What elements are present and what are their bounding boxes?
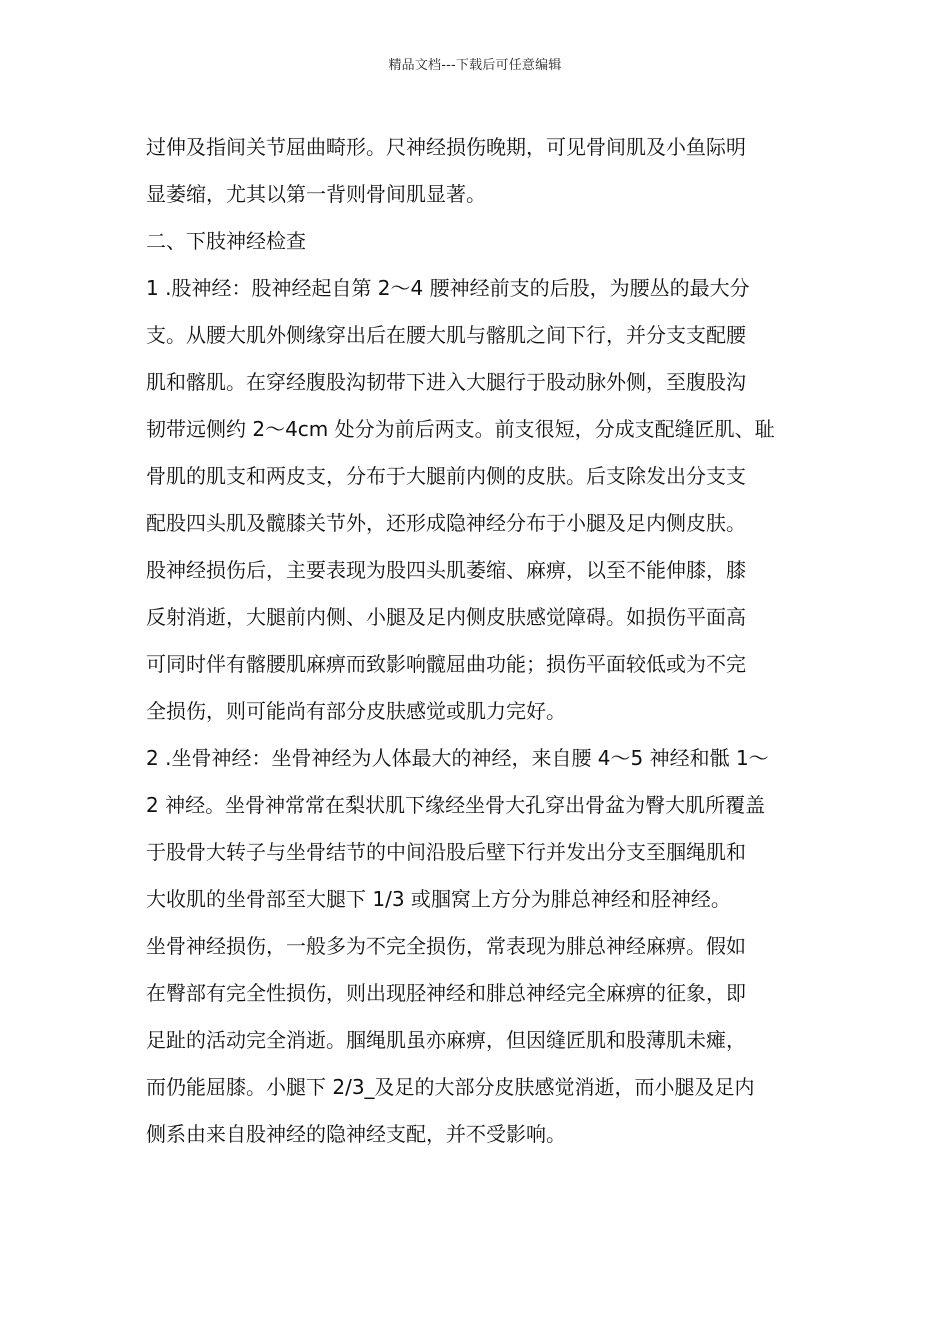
page-header: 精品文档---下载后可任意编辑 (388, 58, 562, 73)
body-line: 反射消逝，大腿前内侧、小腿及足内侧皮肤感觉障碍。如损伤平面高 (146, 605, 746, 629)
body-line: 显萎缩，尤其以第一背则骨间肌显著。 (146, 182, 486, 206)
body-line: 在臀部有完全性损伤，则出现胫神经和腓总神经完全麻痹的征象，即 (146, 981, 746, 1005)
body-line: 足趾的活动完全消逝。腘绳肌虽亦麻痹，但因缝匠肌和股薄肌未瘫， (146, 1028, 746, 1052)
body-line: 坐骨神经损伤，一般多为不完全损伤，常表现为腓总神经麻痹。假如 (146, 934, 746, 958)
body-line: 配股四头肌及髋膝关节外，还形成隐神经分布于小腿及足内侧皮肤。 (146, 511, 746, 535)
body-line: 侧系由来自股神经的隐神经支配，并不受影响。 (146, 1122, 566, 1146)
body-line: 2 神经。坐骨神常常在梨状肌下缘经坐骨大孔穿出骨盆为臀大肌所覆盖 (146, 793, 766, 817)
body-line: 韧带远侧约 2～4cm 处分为前后两支。前支很短，分成支配缝匠肌、耻 (146, 417, 775, 441)
body-line: 2 .坐骨神经：坐骨神经为人体最大的神经，来自腰 4～5 神经和骶 1～ (146, 746, 769, 770)
body-line: 大收肌的坐骨部至大腿下 1/3 或腘窝上方分为腓总神经和胫神经。 (146, 887, 731, 911)
body-line: 过伸及指间关节屈曲畸形。尺神经损伤晚期，可见骨间肌及小鱼际明 (146, 135, 746, 159)
body-line: 骨肌的肌支和两皮支，分布于大腿前内侧的皮肤。后支除发出分支支 (146, 464, 746, 488)
body-line: 可同时伴有髂腰肌麻痹而致影响髋屈曲功能；损伤平面较低或为不完 (146, 652, 746, 676)
body-line: 于股骨大转子与坐骨结节的中间沿股后壁下行并发出分支至腘绳肌和 (146, 840, 746, 864)
body-line: 1 .股神经：股神经起自第 2～4 腰神经前支的后股，为腰丛的最大分 (146, 276, 750, 300)
body-line: 肌和髂肌。在穿经腹股沟韧带下进入大腿行于股动脉外侧，至腹股沟 (146, 370, 746, 394)
body-line: 而仍能屈膝。小腿下 2/3_及足的大部分皮肤感觉消逝，而小腿及足内 (146, 1075, 755, 1099)
body-line: 全损伤，则可能尚有部分皮肤感觉或肌力完好。 (146, 699, 566, 723)
document-body (146, 124, 826, 1158)
section-heading: 二、下肢神经检查 (146, 229, 306, 253)
body-line: 股神经损伤后，主要表现为股四头肌萎缩、麻痹，以至不能伸膝，膝 (146, 558, 746, 582)
body-line: 支。从腰大肌外侧缘穿出后在腰大肌与髂肌之间下行，并分支支配腰 (146, 323, 746, 347)
